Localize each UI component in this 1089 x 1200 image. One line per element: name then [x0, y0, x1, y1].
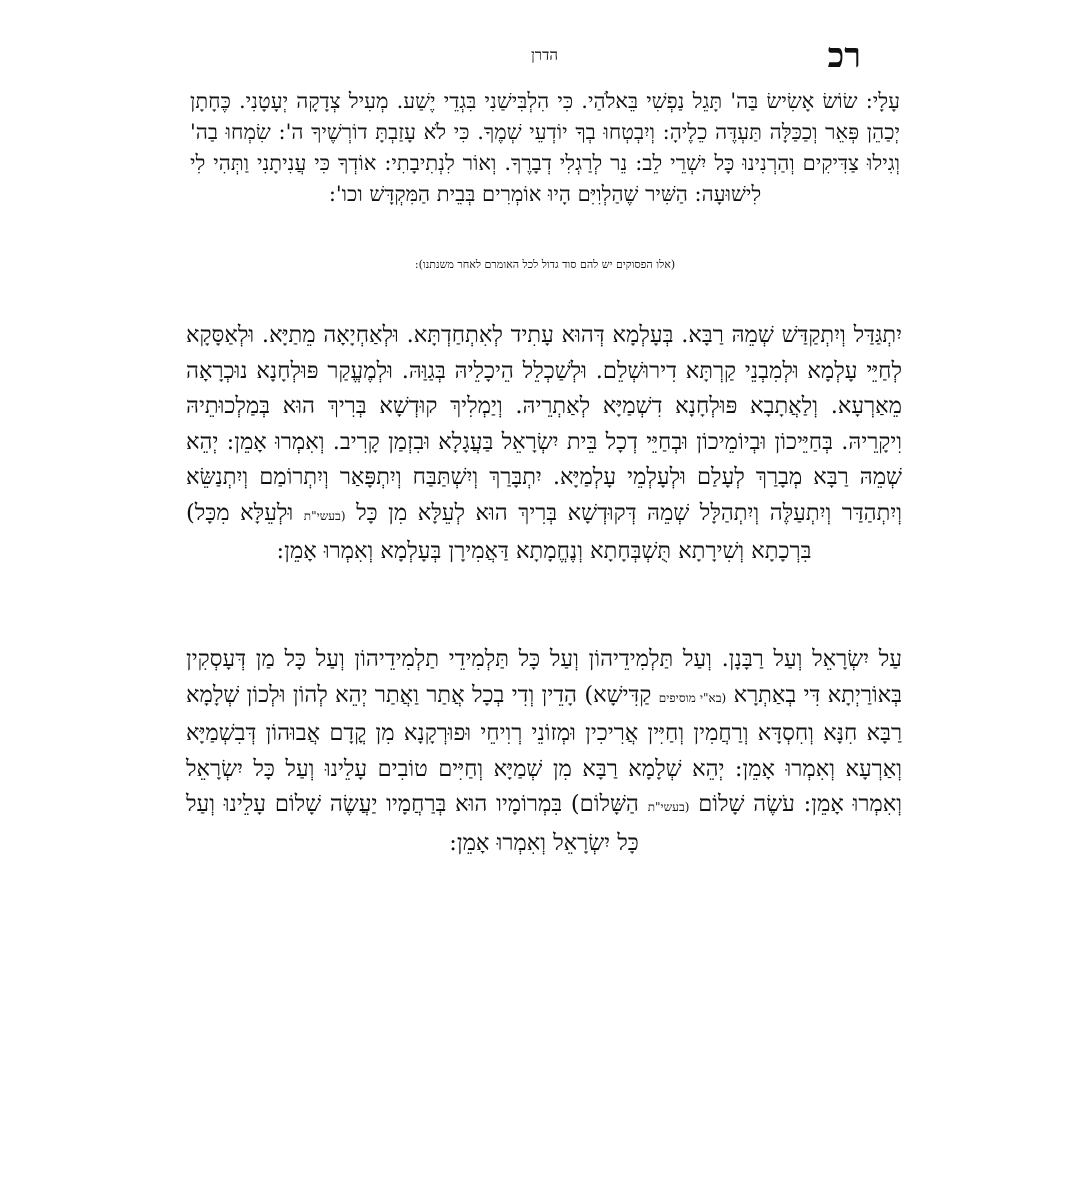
kaddish-text-2b: קַדִּישָׁא) הָדֵין וְדִי בְכָל אֲתַר וַאֲתַר יְהֵא לְהוֹן וּלְכוֹן שְׁלָמָא רַבָּא חִנָּא וְחִסְדָּא וְרַחֲמִין וְחַיִּין אֲרִיכִין וּמְזוֹנֵי רְוִיחֵי וּפוּרְקָנָא מִן קֳדָם אֲבוּהוֹן דְּבִשְׁמַיָּא וְאַרְעָא וְאִמְרוּ אָמֵן: יְהֵא שְׁלָמָא רַבָּא מִן שְׁמַיָּא וְחַיִּים טוֹבִים עָלֵינוּ וְעַל כָּל יִשְׂרָאֵל וְאִמְרוּ אָמֵן: עֹשֶׂה שָׁלוֹם — [186, 681, 903, 817]
kaddish-text-1b: וּלְעֵלָּא מִכָּל) בִּרְכָתָא וְשִׁירָתָא תֻּשְׁבְּחָתָא וְנֶחֱמָתָא דַּאֲמִירָן בְּעָלְמָא וְאִמְרוּ אָמֵן: — [186, 499, 812, 564]
kaddish-text-2c: הַשָּׁלוֹם) בִּמְרוֹמָיו הוּא בְּרַחֲמָיו יַעֲשֶׂה שָׁלוֹם עָלֵינוּ וְעַל כָּל יִשְׂרָאֵל וְאִמְרוּ אָמֵן: — [186, 791, 639, 856]
kaddish-note-2: (בא"י מוסיפים — [658, 690, 727, 705]
kaddish-note-3: (בעשי"ת — [647, 800, 690, 814]
kaddish-paragraph-2 — [186, 642, 902, 861]
page-number: רכ — [827, 36, 861, 76]
intro-paragraph: עָלָי: שׂוֹשׂ אָשִׂישׂ בַּה' תָּגֵל נַפְשִׁי בֵּאלֹהַי. כִּי הִלְבִּישַׁנִי בִּגְדֵי יֶשַׁע. מְעִיל צְדָקָה יְעָטָנִי. כֶּחָתָן יְכַהֵן פְּאֵר וְכַכַּלָּה תַּעְדֶּה כֵלֶיהָ: וְיִבְטְחוּ בְךָ יוֹדְעֵי שְׁמֶךָ. כִּי לֹא עָזַבְתָּ דוֹרְשֶׁיךָ ה': שִׂמְחוּ בַה' וְגִילוּ צַדִּיקִים וְהַרְנִינוּ כָּל יִשְׁרֵי לֵב: נֵר לְרַגְלִי דְבָרֶךָ. וְאוֹר לִנְתִיבָתִי: אוֹדְךָ כִּי עֲנִיתָנִי וַתְּהִי לִי לִישׁוּעָה: הַשִּׁיר שֶׁהַלְוִיִּם הָיוּ אוֹמְרִים בְּבֵית הַמִּקְדָּשׁ וכו': — [190, 89, 901, 206]
kaddish-paragraph-1 — [186, 318, 902, 570]
kaddish-text-2a: עַל יִשְׂרָאֵל וְעַל רַבָּנָן. וְעַל תַּלְמִידֵיהוֹן וְעַל כָּל תַּלְמִידֵי תַלְמִידֵיהוֹן וְעַל כָּל מַן דְּעָסְקִין בְּאוֹרַיְתָא דִּי בְאַתְרָא — [186, 646, 902, 708]
running-title: הדרן — [530, 46, 559, 64]
kaddish-text-1a: יִתְגַּדַּל וְיִתְקַדַּשׁ שְׁמֵהּ רַבָּא. בְּעָלְמָא דְּהוּא עָתִיד לְאִתְחַדְתָּא. וּלְאַחְיָאָה מֵתַיָּא. וּלְאַסָּקָא לְחַיֵּי עָלְמָא וּלְמִבְנֵי קַרְתָּא דִירוּשְׁלֵם. וּלְשַׁכְלֵל הֵיכָלֵיהּ בְּגַוַּהּ. וּלְמֶעֱקַר פּוּלְחָנָא נוּכְרָאָה מֵאַרְעָא. וְלַאֲתָבָא פּוּלְחָנָא דִשְׁמַיָּא לְאַתְרֵיהּ. וְיַמְלִיךְ קוּדְשָׁא בְּרִיךְ הוּא בְּמַלְכוּתֵיהּ וִיקָרֵיהּ. בְּחַיֵּיכוֹן וּבְיוֹמֵיכוֹן וּבְחַיֵּי דְכָל בֵּית יִשְׂרָאֵל בַּעֲגָלָא וּבִזְמַן קָרִיב. וְאִמְרוּ אָמֵן: יְהֵא שְׁמֵהּ רַבָּא מְבָרַךְ לְעָלַם וּלְעָלְמֵי עָלְמַיָּא. יִתְבָּרַךְ וְיִשְׁתַּבַּח וְיִתְפָּאַר וְיִתְרוֹמַם וְיִתְנַשֵּׂא וְיִתְהַדַּר וְיִתְעַלֶּה וְיִתְהַלָּל שְׁמֵהּ דְּקוּדְשָׁא בְּרִיךְ הוּא לְעֵלָּא מִן כָּל — [186, 322, 903, 526]
footnote-remark: (אלו הפסוקים יש להם סוד גדול לכל האומרם לאחר משנתנו): — [414, 258, 676, 271]
kaddish-note-1: (בעשי"ת — [303, 508, 346, 523]
